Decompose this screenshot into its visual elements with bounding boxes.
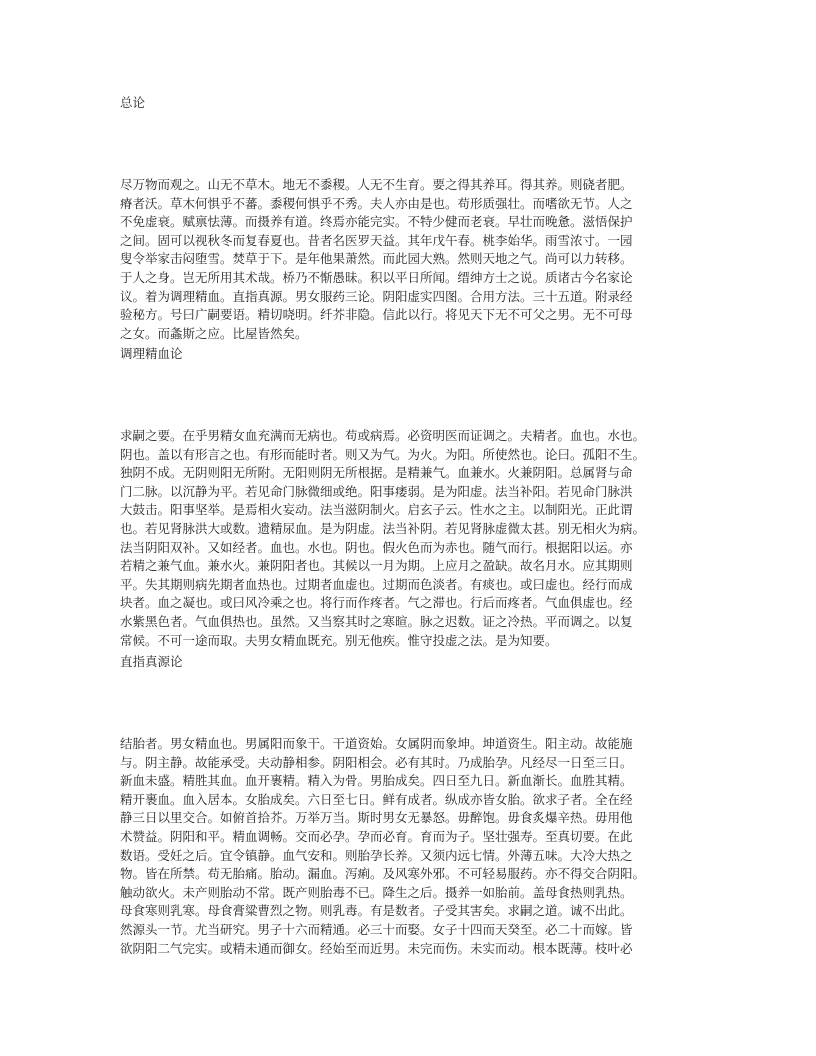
paragraph-line: 结胎者。男女精血也。男属阳而象干。干道资始。女属阴而象坤。坤道资生。阳主动。故能施 [120,736,633,751]
paragraph-line: 术赞益。阴阳和平。精血调畅。交而必孕。孕而必育。育而为子。坚壮强寿。至真切要。在此 [120,828,633,844]
paragraph-line: 之间。固可以视秋冬而复春夏也。昔者名医罗天益。其年戊午春。桃李始华。雨雪浓寸。一园 [120,232,633,248]
paragraph-line: 法当阴阳双补。又如经者。血也。水也。阴也。假火色而为赤也。随气而行。根据阳以运。亦 [120,539,633,555]
paragraph-line: 若精之兼气血。兼水火。兼阴阳者也。其候以一月为期。上应月之盈缺。故名月水。应其期则 [120,558,633,574]
section-paragraph [120,427,700,650]
paragraph-line: 之女。而螽斯之应。比屋皆然矣。 [120,325,308,341]
paragraph-line: 常候。不可一途而取。夫男女精血既充。别无他疾。惟守投虚之法。是为知要。 [120,632,558,648]
paragraph-line: 物。皆在所禁。苟无胎痛。胎动。漏血。泻痢。及风寒外邪。不可轻易服药。亦不得交合阴阳。 [120,866,646,882]
paragraph-line: 于人之身。岂无所用其术哉。桥乃不惭愚昧。积以平日所闻。缙绅方士之说。质诸古今名家论 [120,269,633,285]
section-heading: 调理精血论 [120,346,183,361]
paragraph-line: 母食寒则乳寒。母食膏粱曹烈之物。则乳毒。有是数者。子受其害矣。求嗣之道。诚不出此。 [120,903,633,919]
paragraph-line: 独阴不成。无阴则阳无所附。无阳则阴无所根据。是精兼气。血兼水。火兼阴阳。总属肾与命 [120,465,633,481]
paragraph-line: 大鼓击。阳事坚举。是焉相火妄动。法当滋阴制火。启玄子云。性水之主。以制阳光。正此谓 [120,502,633,518]
paragraph-line: 静三日以里交合。如俯首拾芥。万举万当。斯时男女无暴怒。毋醉饱。毋食炙爆辛热。毋用他 [120,810,633,826]
paragraph-line: 新血未盛。精胜其血。血开裹精。精入为骨。男胎成矣。四日至九日。新血渐长。血胜其精。 [120,773,633,789]
paragraph-line: 验秘方。号曰广嗣要语。精切哓明。纤芥非隐。信此以行。将见天下无不可父之男。无不可母 [120,307,633,323]
paragraph-line: 不免虚衰。赋禀怯薄。而摄养有道。终焉亦能完实。不特少健而老衰。早壮而晚惫。滋悟保护 [120,214,633,230]
paragraph-line: 然源头一节。尤当研究。男子十六而精通。必三十而娶。女子十四而天癸至。必二十而嫁。皆 [120,921,633,937]
paragraph-line: 瘠者沃。草木何惧乎不蕃。黍稷何惧乎不秀。夫人亦由是也。苟形质强壮。而嗜欲无节。人之 [120,195,633,211]
paragraph-line: 欲阴阳二气完实。或精未通而御女。经始至而近男。未完而伤。未实而动。根本既薄。枝叶必 [120,940,633,956]
paragraph-line: 精开裹血。血入居本。女胎成矣。六日至七日。鲜有成者。纵成亦皆女胎。欲求子者。全在经 [120,791,633,807]
paragraph-line: 求嗣之要。在乎男精女血充满而无病也。苟或病焉。必资明医而证调之。夫精者。血也。水也。 [120,428,646,443]
paragraph-line: 块者。血之凝也。或曰风冷乘之也。将行而作疼者。气之滞也。行后而疼者。气血俱虚也。经 [120,595,633,611]
paragraph-line: 阴也。盖以有形言之也。有形而能时者。则又为气。为火。为阳。所使然也。论曰。孤阳不生。 [120,446,646,462]
section-paragraph [120,735,700,958]
paragraph-line: 水紫黑色者。气血俱热也。虽然。又当察其时之寒暄。脉之迟数。证之冷热。平而调之。以复 [120,613,633,629]
paragraph-line: 议。着为调理精血。直指真源。男女服药三论。阴阳虚实四图。合用方法。三十五道。附录经 [120,288,633,304]
paragraph-line: 数语。受妊之后。宜令镇静。血气安和。则胎孕长养。又须内远七情。外薄五味。大冷大热之 [120,847,633,863]
paragraph-line: 触动欲火。未产则胎动不常。既产则胎毒不已。降生之后。摄养一如胎前。盖母食热则乳热。 [120,884,633,900]
paragraph-line: 叟令举家击闷堕雪。焚草于下。是年他果萧然。而此园大熟。然则天地之气。尚可以力转移。 [120,251,633,267]
paragraph-line: 与。阴主静。故能承受。夫动静相参。阴阳相会。必有其时。乃成胎孕。凡经尽一日至三日。 [120,754,633,770]
paragraph-line: 尽万物而观之。山无不草木。地无不黍稷。人无不生育。要之得其养耳。得其养。则硗者肥。 [120,177,633,192]
section-paragraph [120,176,700,343]
paragraph-line: 也。若见肾脉洪大或数。遗精尿血。是为阴虚。法当补阴。若见肾脉虚微太甚。别无相火为病。 [120,520,646,536]
paragraph-line: 平。失其期则病先期者血热也。过期者血虚也。过期而色淡者。有痰也。或曰虚也。经行而成 [120,576,633,592]
section-heading: 总论 [120,95,146,110]
paragraph-line: 门二脉。以沉静为平。若见命门脉微细或绝。阳事痿弱。是为阳虚。法当补阳。若见命门脉洪 [120,483,633,499]
section-heading: 直指真源论 [120,654,183,669]
